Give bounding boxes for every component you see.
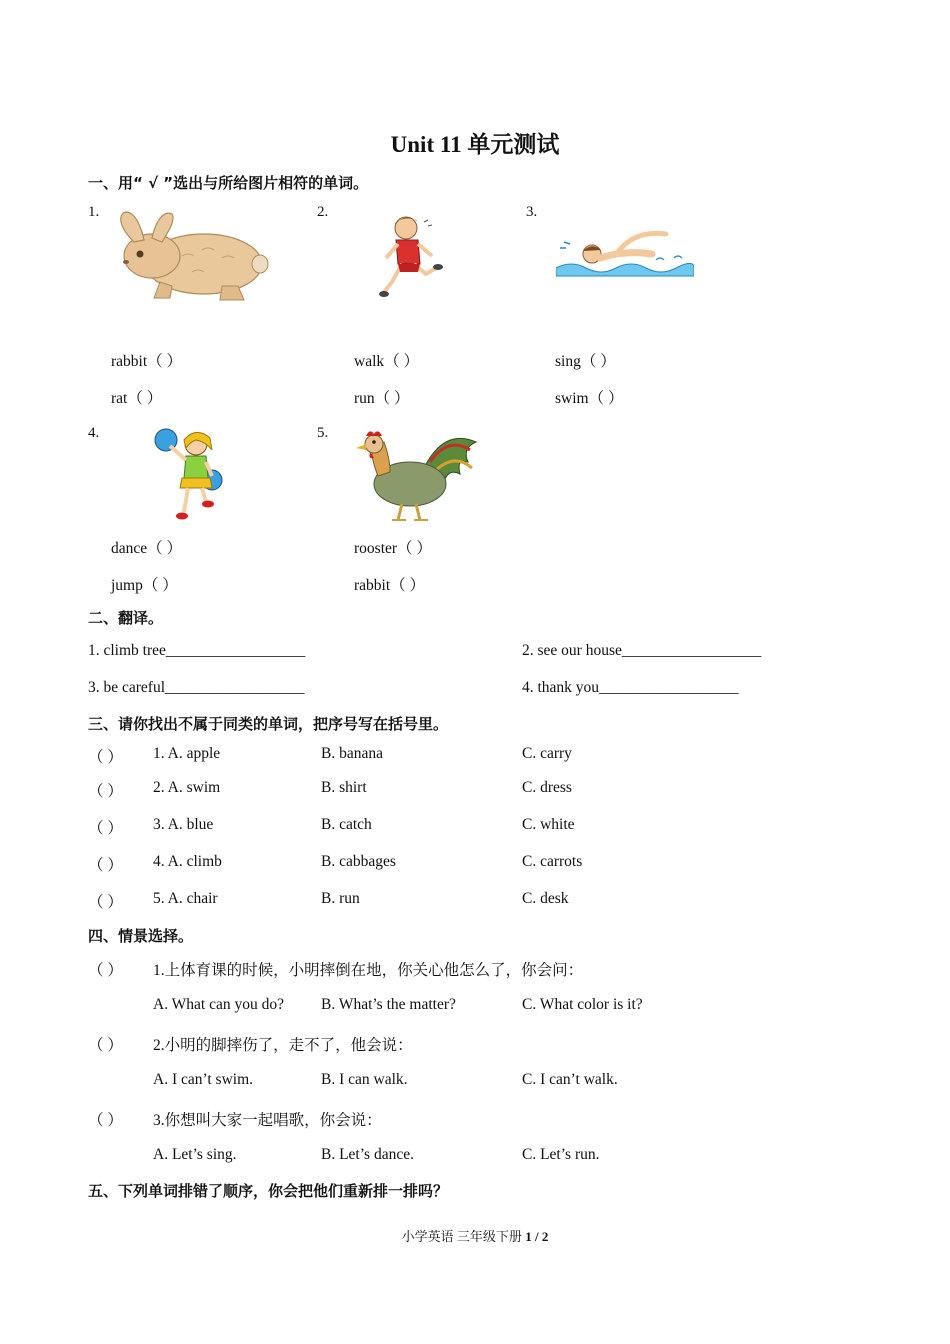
choice-c: C. carrots [522, 853, 583, 870]
translation-item: 4. thank you__________________ [522, 679, 739, 696]
choice-c: C. carry [522, 745, 572, 762]
item5-number: 5. [317, 425, 329, 441]
footer-page-total: 2 [541, 1229, 549, 1244]
translation-item: 2. see our house__________________ [522, 642, 762, 659]
choice-b: B. run [321, 890, 360, 907]
section3-heading: 三、请你找出不属于同类的单词，把序号写在括号里。 [88, 715, 449, 733]
choice-b: B. shirt [321, 779, 367, 796]
rooster-image [344, 428, 482, 524]
answer-paren: （ ） [88, 894, 123, 911]
choice-a: 3. A. blue [153, 816, 214, 833]
item2-number: 2. [317, 204, 329, 220]
choice-b: B. catch [321, 816, 372, 833]
choice-a: 2. A. swim [153, 779, 221, 796]
item5-option2: rabbit（ ） [354, 577, 426, 594]
translation-item: 3. be careful__________________ [88, 679, 305, 696]
situation-question: 1.上体育课的时候，小明摔倒在地，你关心他怎么了，你会问： [153, 962, 584, 979]
choice-b: B. I can walk. [321, 1071, 408, 1088]
choice-c: C. dress [522, 779, 572, 796]
item1-option1: rabbit（ ） [111, 353, 183, 370]
choice-b: B. What’s the matter? [321, 996, 456, 1013]
footer-label: 小学英语 三年级下册 [401, 1229, 522, 1244]
answer-paren: （ ） [88, 820, 123, 837]
rabbit-image [112, 206, 272, 306]
item4-option1: dance（ ） [111, 540, 183, 557]
item2-option2: run（ ） [354, 390, 410, 407]
item1-option2: rat（ ） [111, 390, 163, 407]
item3-number: 3. [526, 204, 538, 220]
answer-paren: （ ） [88, 1037, 123, 1054]
choice-a: 4. A. climb [153, 853, 222, 870]
choice-a: 1. A. apple [153, 745, 221, 762]
choice-c: C. Let’s run. [522, 1146, 600, 1163]
section2-heading: 二、翻译。 [88, 609, 164, 627]
choice-a: A. What can you do? [153, 996, 284, 1013]
item3-option2: swim（ ） [555, 390, 624, 407]
page-footer [0, 1226, 950, 1245]
choice-a: A. I can’t swim. [153, 1071, 254, 1088]
answer-paren: （ ） [88, 749, 123, 766]
choice-b: B. Let’s dance. [321, 1146, 414, 1163]
item4-option2: jump（ ） [111, 577, 178, 594]
situation-question: 3.你想叫大家一起唱歌，你会说： [153, 1112, 382, 1129]
choice-b: B. cabbages [321, 853, 396, 870]
section1-heading: 一、用“ √ ”选出与所给图片相符的单词。 [88, 174, 369, 192]
item3-option1: sing（ ） [555, 353, 616, 370]
page-title: Unit 11 单元测试 [390, 132, 560, 157]
item4-number: 4. [88, 425, 100, 441]
choice-b: B. banana [321, 745, 383, 762]
choice-a: 5. A. chair [153, 890, 218, 907]
item5-option1: rooster（ ） [354, 540, 432, 557]
choice-c: C. What color is it? [522, 996, 643, 1013]
footer-page-number: 1 [525, 1229, 532, 1244]
choice-c: C. white [522, 816, 575, 833]
choice-c: C. desk [522, 890, 569, 907]
answer-paren: （ ） [88, 783, 123, 800]
choice-c: C. I can’t walk. [522, 1071, 618, 1088]
swimmer-image [556, 224, 694, 284]
choice-a: A. Let’s sing. [153, 1146, 237, 1163]
answer-paren: （ ） [88, 962, 123, 979]
item2-option1: walk（ ） [354, 353, 420, 370]
footer-separator: / [534, 1229, 539, 1244]
section4-heading: 四、情景选择。 [88, 927, 194, 945]
section5-heading: 五、下列单词排错了顺序，你会把他们重新排一排吗？ [88, 1182, 449, 1200]
answer-paren: （ ） [88, 857, 123, 874]
answer-paren: （ ） [88, 1112, 123, 1129]
cheerleader-girl-image [150, 426, 228, 524]
translation-item: 1. climb tree__________________ [88, 642, 306, 659]
situation-question: 2.小明的脚摔伤了，走不了，他会说： [153, 1037, 413, 1054]
running-boy-image [378, 212, 444, 302]
item1-number: 1. [88, 204, 100, 220]
